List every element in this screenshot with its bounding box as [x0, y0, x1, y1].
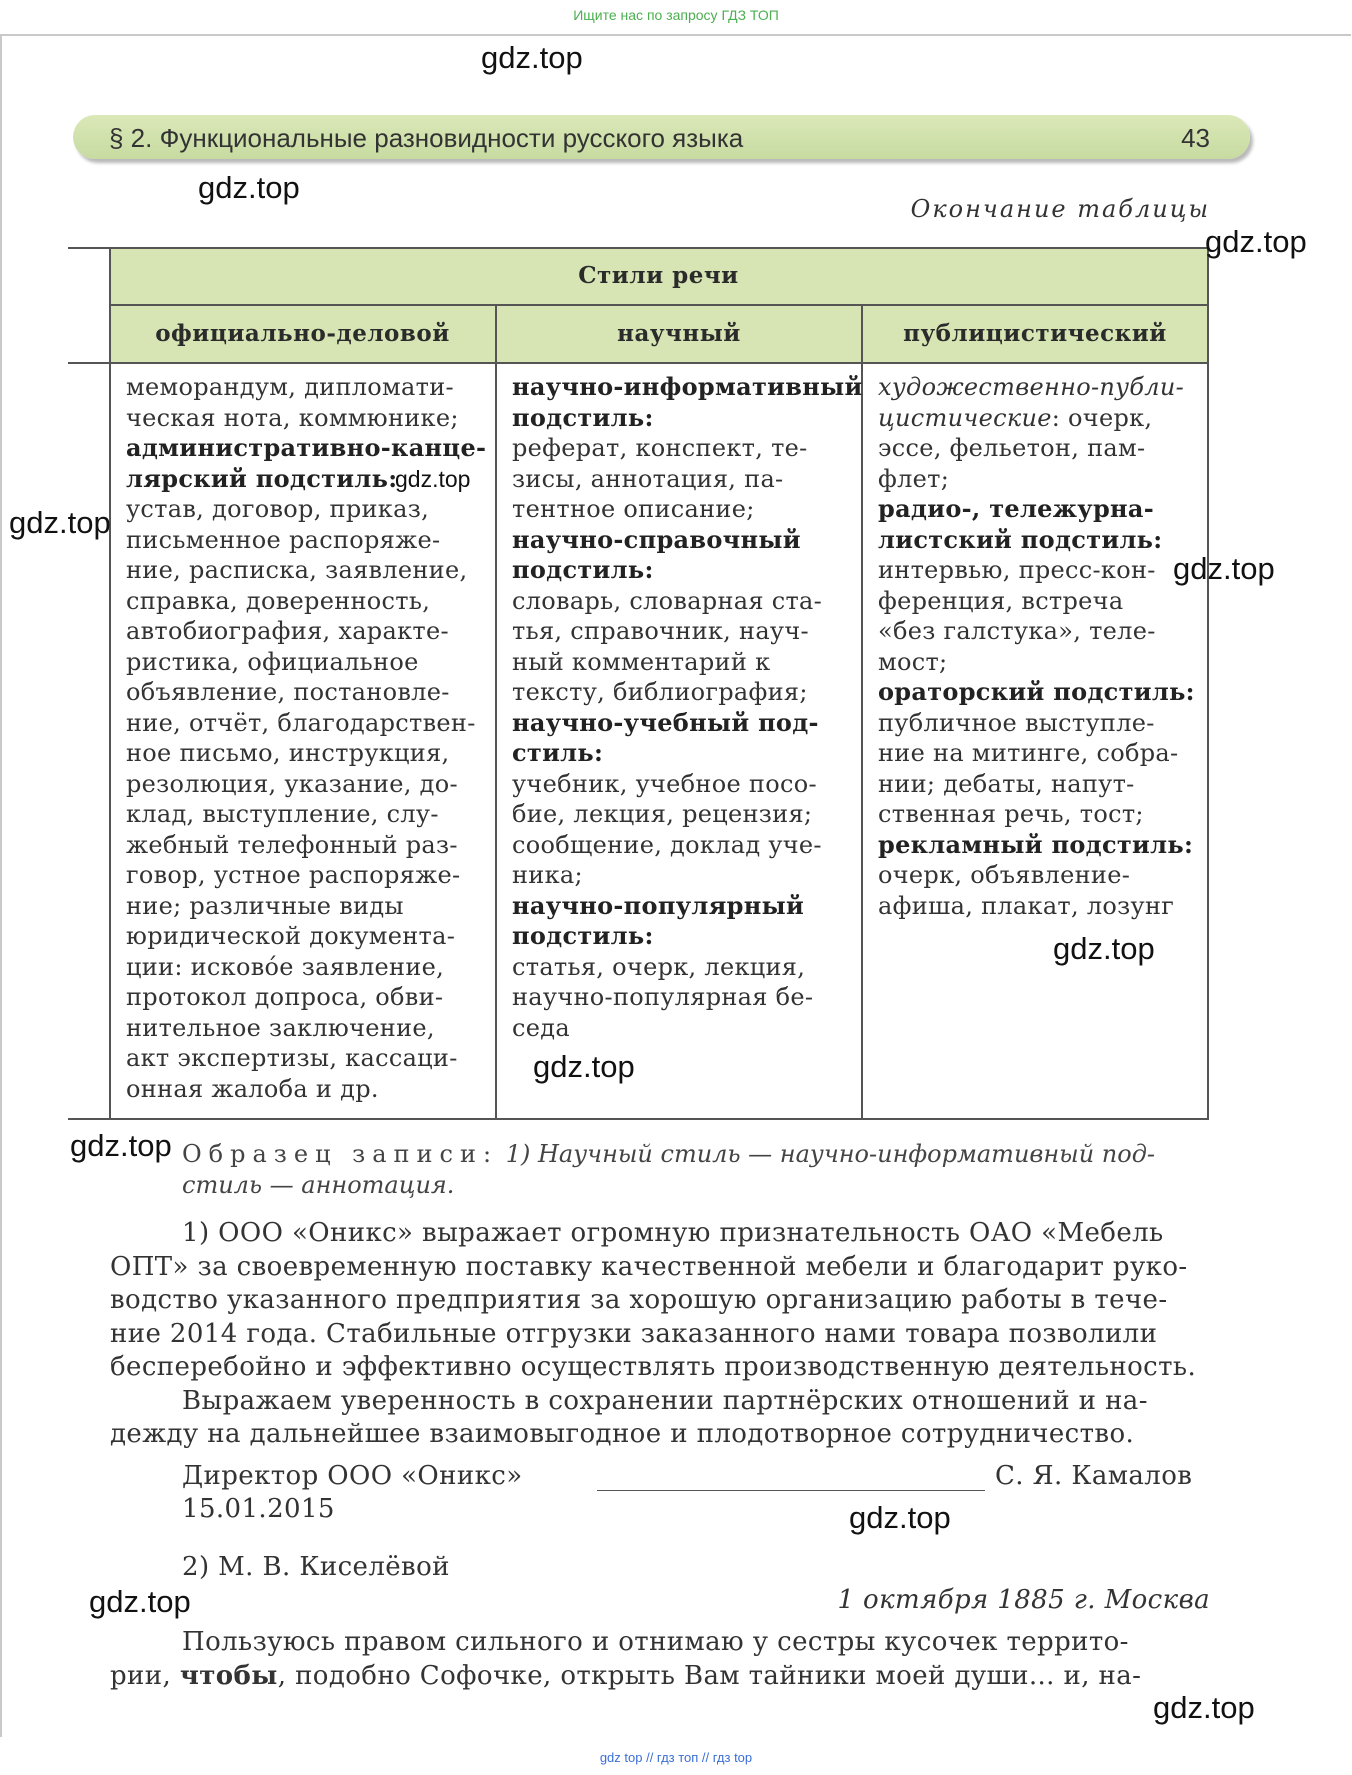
signature-line	[597, 1490, 985, 1491]
watermark: gdz.top	[481, 40, 583, 75]
letter-1-line: ОПТ» за своевременную поставку качественной мебели и благодарит руко-	[110, 1251, 1188, 1282]
table-col-divider-1	[495, 304, 497, 1120]
cell-scientific: научно-информативный подстиль: реферат, конспект, те- зисы, аннотация, па- тентное описание; научно-справочный подстиль: словарь, словарная ста- тья, справочник, науч- ный комментарий к тексту, библиография; научно-учебный под- стиль: учебник, учебное посо- бие, лекция, рецензия; сообщение, доклад уче- ника; научно-популярный подстиль: статья, очерк, лекция, научно-популярная бе- седа	[512, 372, 863, 1042]
letter-1-line: ние 2014 года. Стабильные отгрузки заказанного нами товара позволили	[110, 1318, 1158, 1349]
letter-1-line: 1) ООО «Оникс» выражает огромную признательность ОАО «Мебель	[182, 1218, 1164, 1248]
watermark: gdz.top	[198, 170, 300, 205]
letter-1-line: Выражаем уверенность в сохранении партнёрских отношений и на-	[182, 1385, 1148, 1416]
column-header-scientific: научный	[617, 320, 741, 347]
watermark: gdz.top	[89, 1584, 191, 1619]
letter-2-addressee: 2) М. В. Киселёвой	[182, 1552, 450, 1582]
letter-1-line: бесперебойно и эффективно осуществлять производственную деятельность.	[110, 1352, 1197, 1382]
top-banner[interactable]: Ищите нас по запросу ГДЗ ТОП	[573, 7, 779, 23]
table-left-border	[109, 247, 111, 1120]
watermark: gdz.top	[849, 1500, 951, 1535]
sample-note	[182, 1139, 1212, 1201]
cell-official: меморандум, дипломати- ческая нота, коммюнике; административно-канце- лярский подстиль: устав, договор, приказ, письменное распоряже- ние, расписка, заявление, справка, доверенность, автобиография, характе- ристика, официальное объявление, постановле- ние, отчёт, благодарствен- ное письмо, инструкция, резолюция, указание, до- клад, выступление, слу- жебный телефонный раз- говор, устное распоряже- ние; различные виды юридической документа- ции: исковóе заявление, протокол допроса, обви- нительное заключение, акт экспертизы, кассаци- онная жалоба и др.	[126, 373, 487, 1103]
watermark: gdz.top	[1053, 931, 1155, 966]
signer-name: С. Я. Камалов	[995, 1461, 1193, 1491]
section-title: § 2. Функциональные разновидности русского языка	[109, 123, 744, 153]
sample-text-2: стиль — аннотация.	[182, 1171, 455, 1199]
letter-2-line: Пользуюсь правом сильного и отнимаю у сестры кусочек террито-	[182, 1627, 1129, 1657]
letter-2-text	[110, 1626, 1210, 1693]
watermark: gdz.top	[1153, 1690, 1255, 1725]
letter-date: 15.01.2015	[182, 1494, 335, 1524]
letter-2-date-place: 1 октября 1885 г. Москва	[837, 1585, 1210, 1615]
watermark: gdz.top	[1205, 224, 1307, 259]
watermark: gdz.top	[533, 1049, 635, 1084]
table-header-divider	[110, 304, 1209, 306]
page-number: 43	[1181, 123, 1210, 153]
table-bottom-border	[68, 1118, 1209, 1120]
watermark: gdz.top	[70, 1128, 172, 1163]
watermark: gdz.top	[395, 466, 471, 492]
table-top-border	[68, 247, 1209, 249]
letter-1-line: водство указанного предприятия за хорошую организацию работы в тече-	[110, 1285, 1168, 1315]
bottom-banner[interactable]: gdz top // гдз топ // гдз top	[599, 1750, 753, 1765]
signer-title: Директор ООО «Оникс»	[182, 1461, 523, 1491]
column-header-official: официально-деловой	[155, 320, 450, 347]
watermark: gdz.top	[9, 505, 111, 540]
table-header-bottom-border	[68, 362, 1209, 364]
table-right-border	[1207, 247, 1209, 1120]
sample-label: Образец записи:	[182, 1140, 499, 1168]
table-title: Стили речи	[578, 262, 739, 289]
watermark: gdz.top	[1173, 551, 1275, 586]
letter-2-line: рии, чтобы, подобно Софочке, открыть Вам тайники моей души... и, на-	[110, 1660, 1142, 1691]
letter-1-line: дежду на дальнейшее взаимовыгодное и плодотворное сотрудничество.	[110, 1419, 1135, 1449]
sample-text: 1) Научный стиль — научно-информативный под-	[505, 1140, 1156, 1168]
section-header	[73, 115, 1250, 159]
letter-1	[110, 1217, 1210, 1452]
table-caption: Окончание таблицы	[910, 195, 1210, 223]
column-header-publicistic: публицистический	[903, 320, 1167, 347]
cell-publicistic: художественно-публи- цистические: очерк, эссе, фельетон, пам- флет; радио-, тележурна- листский подстиль: интервью, пресс-кон- ференция, встреча «без галстука», теле- мост; ораторский подстиль: публичное выступле- ние на митинге, собра- нии; дебаты, напут- ственная речь, тост; рекламный подстиль: очерк, объявление- афиша, плакат, лозунг	[878, 373, 1195, 920]
